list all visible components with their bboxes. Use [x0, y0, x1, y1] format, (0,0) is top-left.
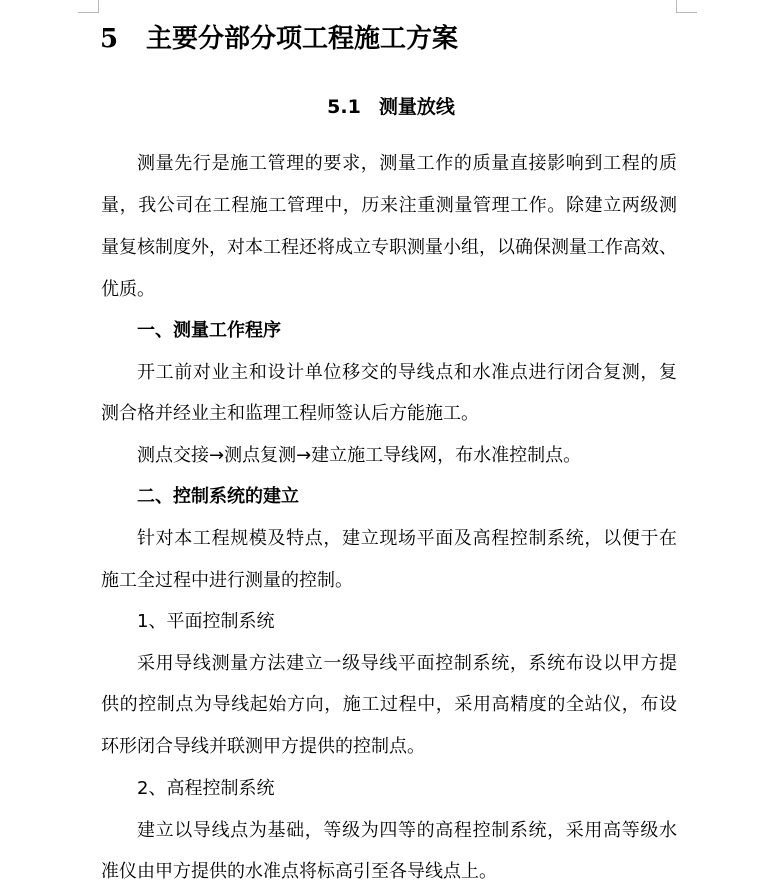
subsection-heading: 一、测量工作程序 [137, 320, 281, 341]
numbered-subheading: 1、平面控制系统 [137, 611, 275, 632]
paragraph-line: 采用导线测量方法建立一级导线平面控制系统，系统布设以甲方提 [137, 653, 677, 674]
paragraph-line: 施工全过程中进行测量的控制。 [101, 570, 353, 591]
chapter-title: 主要分部分项工程施工方案 [146, 24, 459, 54]
chapter-number: 5 [100, 24, 119, 54]
margin-corner-mark-right [676, 0, 697, 13]
paragraph-line: 量，我公司在工程施工管理中，历来注重测量管理工作。除建立两级测 [101, 195, 677, 216]
paragraph-line: 针对本工程规模及特点，建立现场平面及高程控制系统，以便于在 [137, 528, 677, 549]
paragraph-line: 开工前对业主和设计单位移交的导线点和水准点进行闭合复测，复 [137, 362, 677, 383]
paragraph-line: 优质。 [101, 279, 155, 300]
paragraph-line: 建立以导线点为基础，等级为四等的高程控制系统，采用高等级水 [137, 820, 677, 841]
paragraph-line: 测合格并经业主和监理工程师签认后方能施工。 [101, 403, 479, 424]
chapter-heading [100, 22, 458, 56]
section-heading [0, 93, 782, 121]
paragraph-line: 量复核制度外，对本工程还将成立专职测量小组，以确保测量工作高效、 [101, 237, 677, 258]
subsection-heading: 二、控制系统的建立 [137, 486, 299, 507]
margin-corner-mark-left [78, 0, 99, 13]
section-number: 5.1 [327, 96, 361, 118]
procedure-flow-line: 测点交接→测点复测→建立施工导线网，布水准控制点。 [137, 445, 582, 466]
paragraph-line: 准仪由甲方提供的水准点将标高引至各导线点上。 [101, 861, 497, 880]
numbered-subheading: 2、高程控制系统 [137, 778, 275, 799]
paragraph-line: 供的控制点为导线起始方向，施工过程中，采用高精度的全站仪，布设 [101, 694, 677, 715]
paragraph-line: 环形闭合导线并联测甲方提供的控制点。 [101, 736, 425, 757]
paragraph-line: 测量先行是施工管理的要求，测量工作的质量直接影响到工程的质 [137, 153, 677, 174]
section-title: 测量放线 [378, 96, 455, 118]
